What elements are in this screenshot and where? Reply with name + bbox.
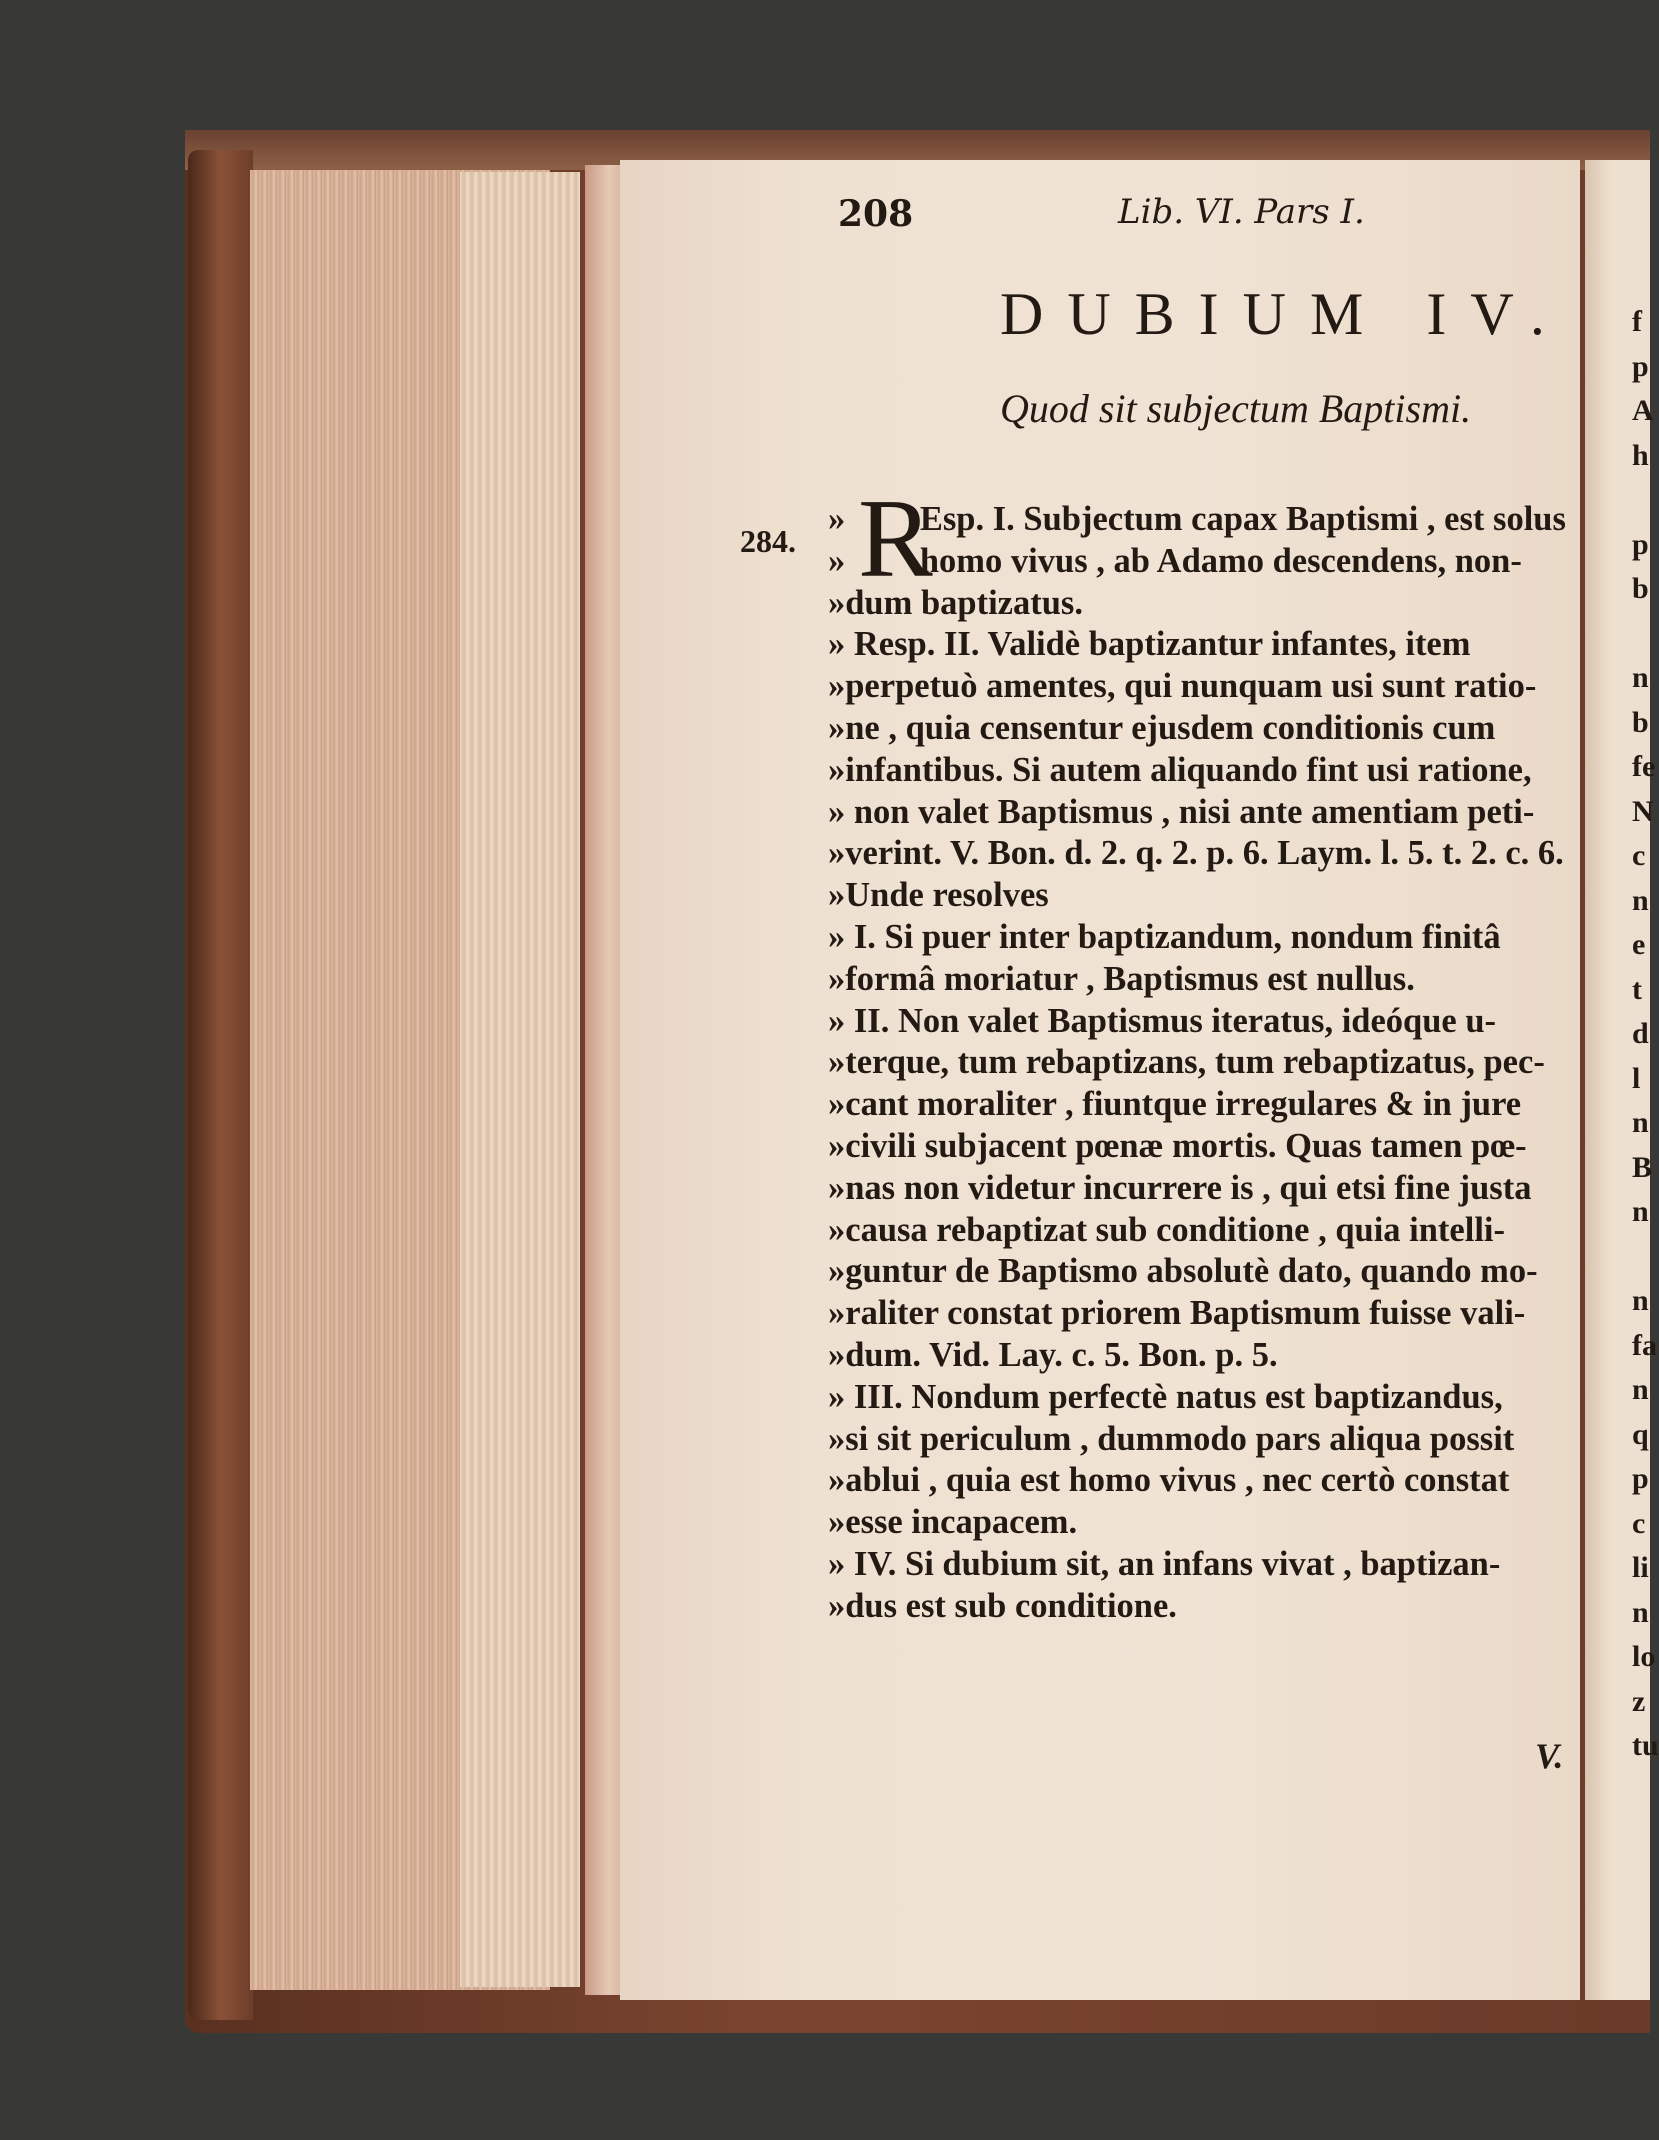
text-line: »si sit periculum , dummodo pars aliqua possit <box>828 1419 1515 1458</box>
text-line: »terque, tum rebaptizans, tum rebaptizatus, pec- <box>828 1043 1545 1082</box>
right-page-fragment: t <box>1632 972 1642 1006</box>
text-line: » homo vivus , ab Adamo descendens, non- <box>828 541 1522 580</box>
text-line: »cant moraliter , fiuntque irregulares & in jure <box>828 1085 1522 1124</box>
text-line: »Unde resolves <box>828 876 1049 915</box>
text-line: » Esp. I. Subjectum capax Baptismi , est solus <box>828 500 1566 538</box>
text-line: » I. Si puer inter baptizandum, nondum finitâ <box>828 918 1501 956</box>
text-line: »dum baptizatus. <box>828 583 1083 622</box>
text-line: »dus est sub conditione. <box>828 1586 1177 1625</box>
text-line: »infantibus. Si autem aliquando fint usi ratione, <box>828 750 1532 789</box>
right-page-fragment: e <box>1632 928 1646 961</box>
text-line: »formâ moriatur , Baptismus est nullus. <box>828 959 1415 998</box>
right-page-fragment: b <box>1632 705 1649 739</box>
right-page-fragment: d <box>1632 1017 1649 1050</box>
text-line: »causa rebaptizat sub conditione , quia intelli- <box>828 1210 1505 1249</box>
text-line: » III. Nondum perfectè natus est baptizandus, <box>828 1377 1503 1416</box>
catchword: V. <box>1535 1736 1564 1776</box>
text-line: »raliter constat priorem Baptismum fuisse vali- <box>828 1294 1526 1333</box>
book-spine <box>188 150 253 2020</box>
right-page-fragment: N <box>1632 794 1654 828</box>
right-page-fragment: fe <box>1632 750 1656 783</box>
right-page-fragment: tu <box>1632 1729 1659 1762</box>
right-page-fragment: B <box>1632 1150 1653 1184</box>
right-page-fragment: f <box>1632 305 1642 338</box>
right-page-fragment: n <box>1632 1373 1649 1406</box>
text-line: »ne , quia censentur ejusdem conditionis cum <box>828 709 1496 747</box>
right-page-fragment: q <box>1632 1417 1649 1451</box>
right-page-fragment: li <box>1632 1551 1649 1584</box>
dubium-title: DUBIUM IV. <box>1000 281 1569 347</box>
text-line: » IV. Si dubium sit, an infans vivat , baptizan- <box>828 1545 1501 1583</box>
text-line: »ablui , quia est homo vivus , nec certò constat <box>828 1461 1510 1500</box>
margin-number: 284. <box>740 523 796 559</box>
right-page-fragment: n <box>1632 1595 1649 1629</box>
page-edges-inner <box>460 172 580 1987</box>
right-page-fragment: b <box>1632 572 1649 605</box>
text-line: »dum. Vid. Lay. c. 5. Bon. p. 5. <box>828 1336 1278 1374</box>
text-line: »perpetuò amentes, qui nunquam usi sunt ratio- <box>828 667 1537 706</box>
page-gutter <box>585 165 625 1995</box>
right-page-fragment: n <box>1632 1284 1649 1317</box>
right-page-fragment: p <box>1632 349 1649 383</box>
right-page-fragment: c <box>1632 1506 1646 1540</box>
text-line: »esse incapacem. <box>828 1503 1078 1542</box>
right-page-fragment: h <box>1632 438 1649 472</box>
right-page-fragment: z <box>1632 1684 1646 1718</box>
right-page-fragment: lo <box>1632 1640 1656 1673</box>
right-page-fragment: n <box>1632 1106 1649 1139</box>
text-line: »guntur de Baptismo absolutè dato, quando mo- <box>828 1252 1538 1291</box>
text-line: »verint. V. Bon. d. 2. q. 2. p. 6. Laym. l. 5. t. 2. c. 6. <box>828 834 1564 873</box>
right-page-fragment: fa <box>1632 1328 1657 1362</box>
text-line: » non valet Baptismus , nisi ante amentiam peti- <box>828 792 1535 831</box>
right-page-fragment: n <box>1632 661 1649 694</box>
dubium-subtitle: Quod sit subjectum Baptismi. <box>1000 386 1472 431</box>
text-line: » Resp. II. Validè baptizantur infantes, item <box>828 625 1471 664</box>
drop-cap: R <box>858 477 933 601</box>
right-page-fragment: p <box>1632 527 1649 561</box>
right-page-fragment: n <box>1632 1195 1649 1228</box>
text-line: »nas non videtur incurrere is , qui etsi fine justa <box>828 1168 1532 1207</box>
right-page-fragment: c <box>1632 839 1646 872</box>
right-page-fragment: l <box>1632 1061 1641 1095</box>
text-line: »civili subjacent pœnæ mortis. Quas tamen pœ- <box>828 1127 1527 1165</box>
right-page-fragment: n <box>1632 883 1649 917</box>
page-number: 208 <box>838 193 914 235</box>
text-line: » II. Non valet Baptismus iteratus, ideóque u- <box>828 1001 1497 1040</box>
right-page-fragment: A <box>1632 394 1654 427</box>
running-title: Lib. VI. Pars I. <box>1118 192 1365 232</box>
right-page-fragment: p <box>1632 1462 1649 1495</box>
